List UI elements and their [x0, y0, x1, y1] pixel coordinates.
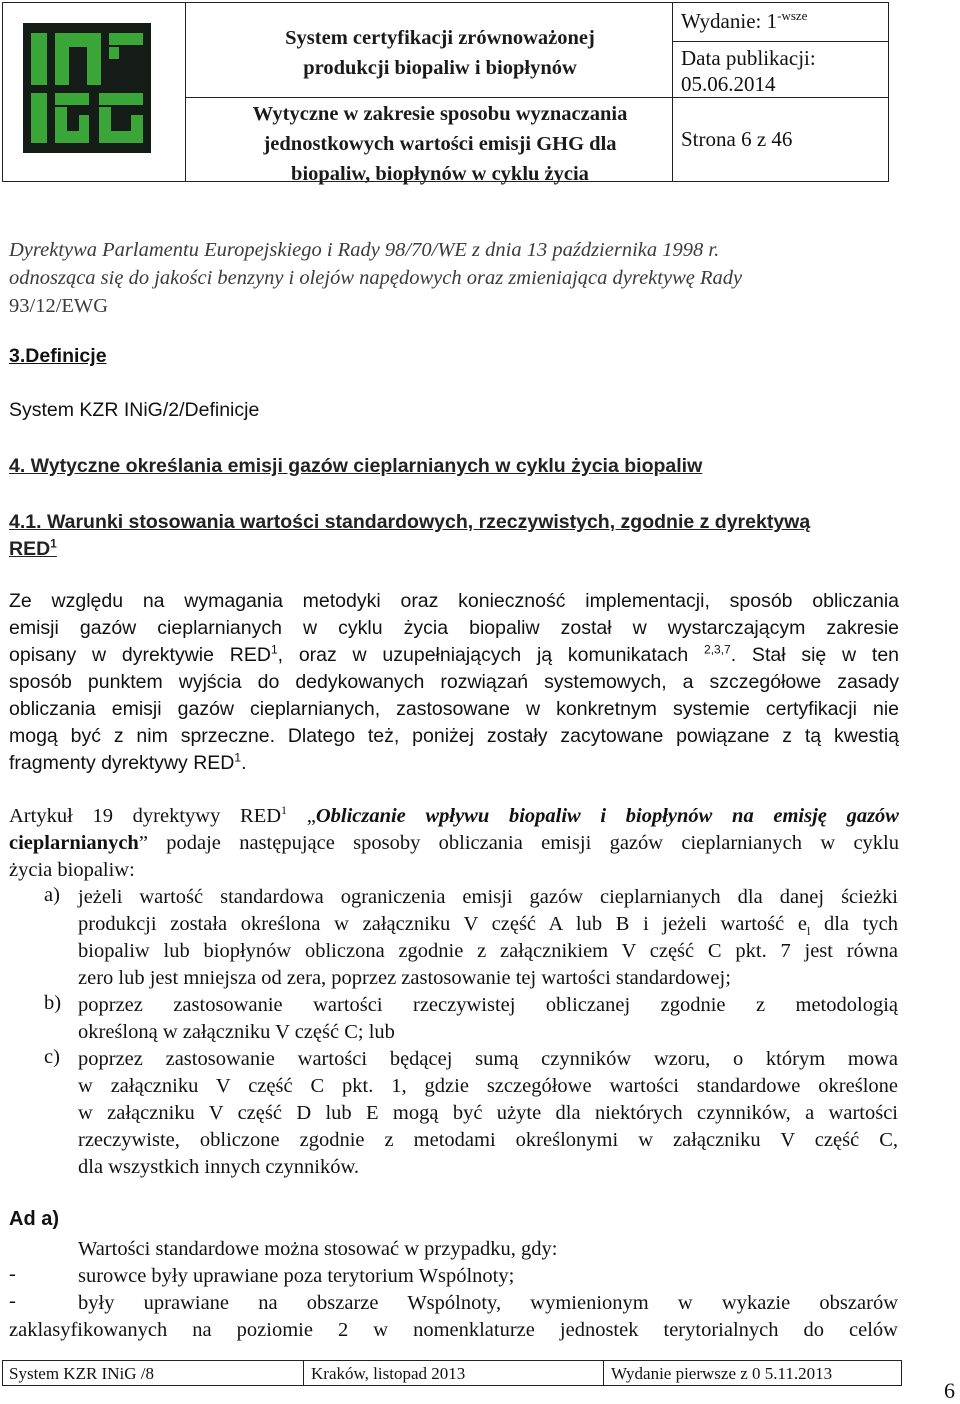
list-item: biopaliw lub biopłynów obliczona zgodnie z załącznikiem V część C pkt. 7 jest równa	[78, 940, 898, 962]
ad-a-item: były uprawiane na obszarze Wspólnoty, wymienionym w wykazie obszarów	[78, 1292, 898, 1314]
list-item: poprzez zastosowanie wartości będącej sumą czynników wzoru, o którym mowa	[78, 1048, 898, 1070]
dash-marker: -	[9, 1290, 16, 1312]
ad-a-item-cont: zaklasyfikowanych na poziomie 2 w nomenklaturze jednostek terytorialnych do celów	[9, 1319, 898, 1341]
dash-marker: -	[9, 1263, 16, 1285]
document-header	[2, 2, 889, 185]
inig-logo	[23, 23, 151, 153]
footer-system: System KZR INiG /8	[9, 1364, 154, 1383]
document-title: Wytyczne w zakresie sposobu wyznaczania jednostkowych wartości emisji GHG dla biopaliw, biopłynów w cyklu życia	[252, 103, 628, 185]
publication-date: Data publikacji: 05.06.2014	[681, 46, 816, 96]
section-3-reference: System KZR INiG/2/Definicje	[9, 399, 260, 421]
ad-a-item: surowce były uprawiane poza terytorium Wspólnoty;	[78, 1265, 515, 1287]
footer-edition: Wydanie pierwsze z 0 5.11.2013	[611, 1364, 833, 1383]
ad-a-heading: Ad a)	[9, 1208, 59, 1230]
system-title: System certyfikacji zrównoważonej produkcji biopaliw i biopłynów	[285, 27, 595, 79]
footer-place-date: Kraków, listopad 2013	[311, 1364, 466, 1383]
list-item: zero lub jest mniejsza od zera, poprzez zastosowanie tej wartości standardowej;	[78, 967, 731, 989]
page-number: 6	[944, 1378, 955, 1403]
list-item: w załączniku V część D lub E mogą być użyte dla niektórych czynników, a wartości	[78, 1102, 898, 1124]
document-footer	[2, 1360, 902, 1386]
list-item: poprzez zastosowanie wartości rzeczywistej obliczanej zgodnie z metodologią	[78, 994, 898, 1016]
list-marker-c: c)	[44, 1046, 60, 1068]
list-item: rzeczywiste, obliczone zgodnie z metodami określonymi w załączniku V część C,	[78, 1129, 898, 1151]
edition-info: Wydanie: $1^{-wsze}$	[681, 8, 808, 33]
list-item: w załączniku V część C pkt. 1, gdzie szczegółowe wartości standardowe określone	[78, 1075, 898, 1097]
list-item: dla wszystkich innych czynników.	[78, 1156, 360, 1178]
section-4-heading: 4. Wytyczne określania emisji gazów cieplarnianych w cyklu życia biopaliw	[9, 455, 703, 477]
directive-reference: Dyrektywa Parlamentu Europejskiego i Rady 98/70/WE z dnia 13 października 1998 r. odnosząca się do jakości benzyny i olejów napędowych oraz zmieniająca dyrektywę Rady 93/12/EWG	[9, 239, 743, 317]
section-4-1-heading: 4.1. Warunki stosowania wartości standardowych, rzeczywistych, zgodnie z dyrektywą RED$^1$	[9, 511, 811, 560]
ad-a-intro: Wartości standardowe można stosować w przypadku, gdy:	[78, 1238, 558, 1260]
page-counter: Strona 6 z 46	[681, 127, 793, 151]
list-marker-a: a)	[44, 884, 60, 906]
list-item: określoną w załączniku V część C; lub	[78, 1021, 395, 1043]
list-marker-b: b)	[44, 992, 62, 1014]
list-item: jeżeli wartość standardowa ograniczenia emisji gazów cieplarnianych dla danej ścieżki	[78, 886, 898, 908]
section-3-heading: 3.Definicje	[9, 345, 107, 367]
list-item: produkcji została określona w załączniku V część A lub B i jeżeli wartość $e_l$ dla tych	[78, 913, 898, 939]
